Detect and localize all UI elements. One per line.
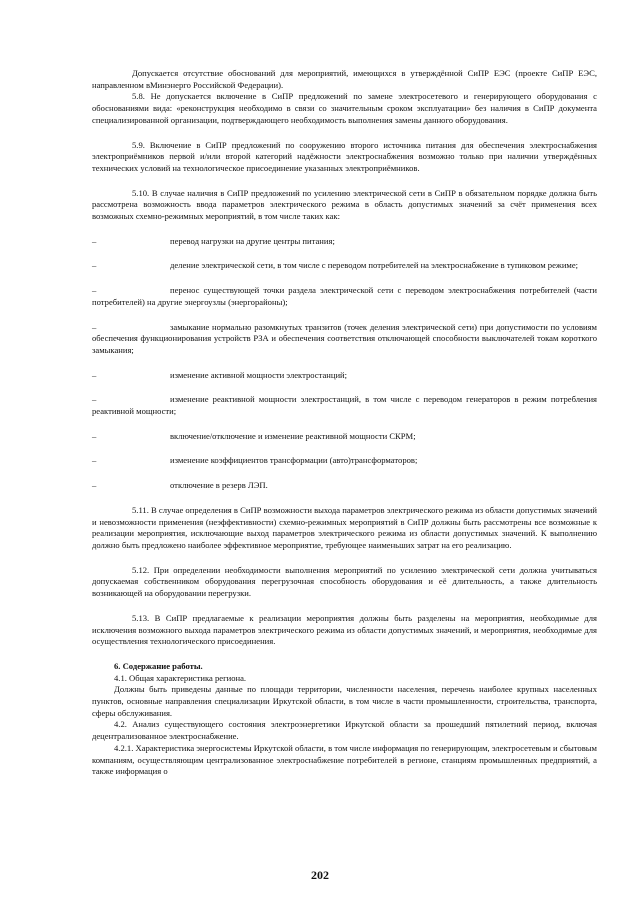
paragraph-intro: Допускается отсутствие обоснований для мероприятий, имеющихся в утверждённой СиПР ЕЭС (проекте СиПР ЕЭС, направленном вМинэнерго Российской Федерации). xyxy=(92,68,597,90)
list-item-text: отключение в резерв ЛЭП. xyxy=(170,480,268,491)
paragraph-5-9: 5.9. Включение в СиПР предложений по сооружению второго источника питания для обеспечения электроснабжения электроприёмников первой и/или второй категорий надёжности электроснабжения возможно только при наличии утверждённых технических условий на технологическое присоединение указанных электроприёмников. xyxy=(92,139,597,173)
paragraph-5-10: 5.10. В случае наличия в СиПР предложений по усилению электрической сети в СиПР в обязательном порядке должна быть рассмотрена возможность ввода параметров электрического режима в область допустимых значений за счёт применения всех возможных схемно-режимных мероприятий, в том числе таких как: xyxy=(92,187,597,222)
list-item-text: включение/отключение и изменение реактивной мощности СКРМ; xyxy=(170,430,416,441)
paragraph-5-12: 5.12. При определении необходимости выполнения мероприятий по усилению электрической сети должна учитываться допускаемая собственником оборудования перегрузочная способность оборудования и её длительность, а также длительность возникающей на оборудовании перегрузки. xyxy=(92,564,597,599)
section-heading-6: 6. Содержание работы. xyxy=(114,660,203,671)
list-item xyxy=(92,394,597,417)
list-item xyxy=(92,322,597,357)
paragraph-5-13: 5.13. В СиПР предлагаемые к реализации мероприятия должны быть разделены на мероприятия, необходимые для исключения возможного выхода параметров электрического режима из области допустимых значений, и мероприятия, необходимые для осуществления технологического присоединения. xyxy=(92,612,597,647)
list-dash: – xyxy=(92,430,97,441)
list-item xyxy=(92,236,597,248)
list-dash: – xyxy=(92,260,97,271)
list-item-text: перенос существующей точки раздела электрической сети с переводом электроснабжения потребителей (части потребителей) на другие энергоузлы (энергорайоны); xyxy=(92,285,597,307)
list-dash: – xyxy=(92,285,97,296)
list-item xyxy=(92,260,597,272)
list-item-text: замыкание нормально разомкнутых транзитов (точек деления электрической сети) при допустимости по условиям обеспечения функционирования устройств РЗА и обеспечения соответствия отключающей способности выключателей токам короткого замыкания; xyxy=(92,321,597,355)
paragraph-5-11: 5.11. В случае определения в СиПР возможности выхода параметров электрического режима из области допустимых значений и невозможности применения (неэффективности) схемно-режимных мероприятий в СиПР должны быть рассмотрены все возможные к реализации мероприятия, исключающие выход параметров электрического режима из области допустимых значений. К выполнению должно быть предложено наиболее эффективное мероприятие, требующее наименьших затрат на его реализацию. xyxy=(92,504,597,550)
subsection-4-1: 4.1. Общая характеристика региона. xyxy=(114,672,247,683)
list-item xyxy=(92,431,597,443)
paragraph-5-8: 5.8. Не допускается включение в СиПР предложений по замене электросетевого и генерирующего оборудования с обоснованиями вида: «реконструкция необходимо в связи со значительным сроком эксплуатации» без наличия в СиПР документа специализированной организации, подтверждающего необходимость выполнения замены данного оборудования. xyxy=(92,91,597,125)
list-item-text: перевод нагрузки на другие центры питания; xyxy=(170,235,335,246)
list-item xyxy=(92,285,597,308)
document-body xyxy=(92,68,597,778)
list-dash: – xyxy=(92,369,97,380)
list-dash: – xyxy=(92,394,97,405)
list-item-text: изменение коэффициентов трансформации (авто)трансформаторов; xyxy=(170,455,418,466)
subsection-4-2: 4.2. Анализ существующего состояния электроэнергетики Иркутской области за прошедший пятилетний период, включая децентрализованное электроснабжение. xyxy=(92,719,597,742)
paragraph-4-1-text: Должны быть приведены данные по площади территории, численности населения, перечень наиболее крупных населенных пунктов, основные направления специализации Иркутской области, в том числе в части промышленности, строительства, транспорта, сферы обслуживания. xyxy=(92,684,597,718)
list-item xyxy=(92,370,597,382)
paragraph-4-2-1: 4.2.1. Характеристика энергосистемы Иркутской области, в том числе информация по генерирующим, электросетевым и сбытовым компаниям, осуществляющим централизованное электроснабжение потребителей в регионе, станциям промышленных предприятий, а также информация о xyxy=(92,742,597,777)
list-dash: – xyxy=(92,321,97,332)
list-dash: – xyxy=(92,480,97,491)
list-item-text: деление электрической сети, в том числе с переводом потребителей на электроснабжение в тупиковом режиме; xyxy=(170,260,579,271)
list-item-text: изменение реактивной мощности электростанций, в том числе с переводом генераторов в режим потребления реактивной мощности; xyxy=(92,394,597,417)
list-item xyxy=(92,480,597,492)
list-item xyxy=(92,455,597,467)
list-dash: – xyxy=(92,455,97,466)
list-dash: – xyxy=(92,235,97,246)
list-item-text: изменение активной мощности электростанций; xyxy=(170,369,348,380)
page-number: 202 xyxy=(311,868,329,882)
